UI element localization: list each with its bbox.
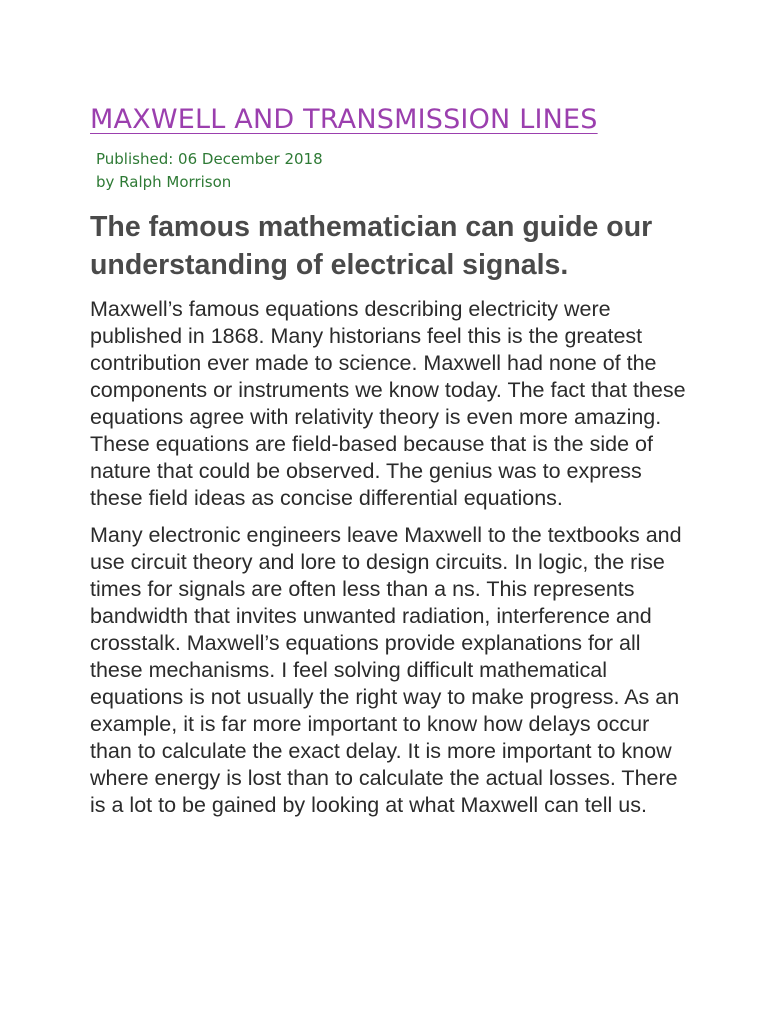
article-meta (90, 148, 690, 194)
article (90, 100, 690, 819)
published-date: Published: 06 December 2018 (96, 150, 323, 168)
article-subtitle: The famous mathematician can guide our understanding of electrical signals. (90, 211, 653, 281)
article-paragraph-2: Many electronic engineers leave Maxwell to the textbooks and use circuit theory and lore to design circuits. In logic, the rise times for signals are often less than a ns. This represents bandwidth that invites unwanted radiation, interference and crosstalk. Maxwell’s equations provide explanations for all these mechanisms. I feel solving difficult mathematical equations is not usually the right way to make progress. As an example, it is far more important to know how delays occur than to calculate the exact delay. It is more important to know where energy is lost than to calculate the actual losses. There is a lot to be gained by looking at what Maxwell can tell us. (90, 523, 682, 817)
article-title-link[interactable]: MAXWELL AND TRANSMISSION LINES (90, 104, 598, 135)
article-paragraph-1: Maxwell’s famous equations describing electricity were published in 1868. Many historians feel this is the greatest contribution ever made to science. Maxwell had none of the components or instruments we know today. The fact that these equations agree with relativity theory is even more amazing. These equations are field-based because that is the side of nature that could be observed. The genius was to express these field ideas as concise differential equations. (90, 297, 686, 510)
author-byline: by Ralph Morrison (96, 173, 232, 191)
